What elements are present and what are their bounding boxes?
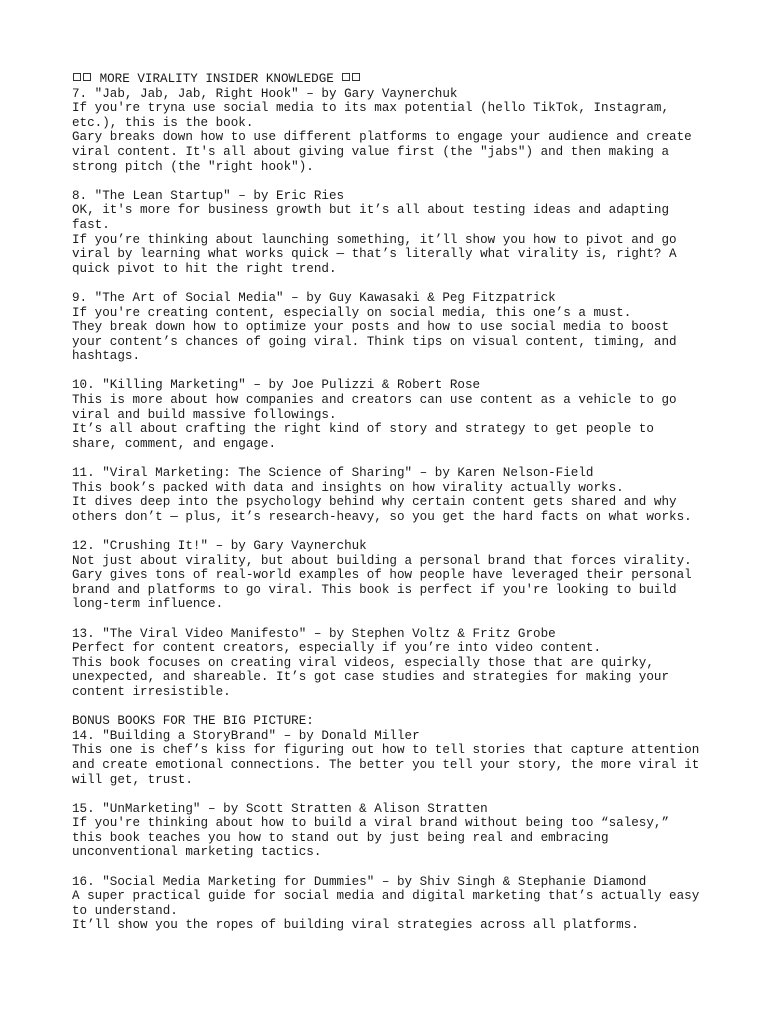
box-glyph-icon — [73, 73, 81, 81]
entry-text-line: share, comment, and engage. — [72, 436, 277, 451]
entry-text-line: viral content. It's all about giving value first (the "jabs") and then making a — [72, 144, 670, 159]
entry-title-line: 15. "UnMarketing" – by Scott Stratten & Alison Stratten — [72, 801, 488, 816]
paragraph-gap — [72, 700, 712, 715]
entry-text-line: Gary breaks down how to use different platforms to engage your audience and create — [72, 130, 692, 145]
paragraph-gap — [72, 524, 712, 539]
entry-text-line: etc.), this is the book. — [72, 115, 254, 130]
book-entry — [72, 466, 712, 524]
entry-title-line: 16. "Social Media Marketing for Dummies" – by Shiv Singh & Stephanie Diamond — [72, 874, 647, 889]
entry-text-line: A super practical guide for social media and digital marketing that’s actually easy — [72, 889, 700, 904]
paragraph-gap — [72, 787, 712, 802]
entry-text-line: hashtags. — [72, 349, 141, 364]
document-page — [72, 72, 712, 933]
entry-text-line: It’ll show you the ropes of building viral strategies across all platforms. — [72, 918, 639, 933]
entry-text-line: viral by learning what works quick — that’s literally what virality is, right? A — [72, 247, 677, 262]
entry-text-line: Not just about virality, but about building a personal brand that forces virality. — [72, 553, 692, 568]
entry-text-line: content irresistible. — [72, 684, 231, 699]
entry-text-line: fast. — [72, 217, 110, 232]
entry-title-line: 9. "The Art of Social Media" – by Guy Kawasaki & Peg Fitzpatrick — [72, 290, 556, 305]
entry-text-line: unconventional marketing tactics. — [72, 845, 322, 860]
book-entry — [72, 714, 712, 787]
entry-text-line: will get, trust. — [72, 772, 193, 787]
heading-text: MORE VIRALITY INSIDER KNOWLEDGE — [99, 72, 334, 86]
entry-text-line: quick pivot to hit the right trend. — [72, 261, 337, 276]
entry-title-line: 12. "Crushing It!" – by Gary Vaynerchuk — [72, 539, 367, 553]
box-glyph-icon — [83, 73, 91, 81]
entry-text-line: If you're tryna use social media to its max potential (hello TikTok, Instagram, — [72, 101, 670, 116]
entry-text-line: long-term influence. — [72, 597, 224, 612]
paragraph-gap — [72, 364, 712, 379]
entry-title-line: 10. "Killing Marketing" – by Joe Pulizzi & Robert Rose — [72, 378, 481, 393]
box-glyph-icon — [352, 73, 360, 81]
entry-text-line: If you're thinking about how to build a viral brand without being too “salesy,” — [72, 816, 670, 831]
entry-text-line: viral and build massive followings. — [72, 407, 337, 422]
book-entry — [72, 378, 712, 451]
box-glyph-icon — [342, 73, 350, 81]
paragraph-gap — [72, 612, 712, 627]
book-entry — [72, 87, 712, 175]
entry-text-line: others don’t — plus, it’s research-heavy, so you get the hard facts on what works. — [72, 509, 692, 524]
entry-text-line: They break down how to optimize your posts and how to use social media to boost — [72, 320, 670, 335]
entry-text-line: This is more about how companies and creators can use content as a vehicle to go — [72, 393, 677, 408]
entry-title-line: 11. "Viral Marketing: The Science of Sharing" – by Karen Nelson-Field — [72, 466, 594, 481]
entry-text-line: to understand. — [72, 903, 178, 918]
entry-text-line: Perfect for content creators, especially if you’re into video content. — [72, 641, 602, 656]
book-entry — [72, 802, 712, 860]
entry-text-line: your content’s chances of going viral. Think tips on visual content, timing, and — [72, 334, 677, 349]
entry-text-line: It dives deep into the psychology behind why certain content gets shared and why — [72, 495, 677, 510]
book-entry — [72, 539, 712, 612]
entry-text-line: OK, it's more for business growth but it’s all about testing ideas and adapting — [72, 203, 670, 218]
entry-text-line: unexpected, and shareable. It’s got case studies and strategies for making your — [72, 670, 670, 685]
entry-text-line: and create emotional connections. The better you tell your story, the more viral it — [72, 757, 700, 772]
entry-text-line: brand and platforms to go viral. This book is perfect if you're looking to build — [72, 582, 677, 597]
section-heading — [72, 72, 712, 87]
book-entry — [72, 291, 712, 364]
entry-text-line: strong pitch (the "right hook"). — [72, 159, 314, 174]
entry-text-line: It’s all about crafting the right kind of story and strategy to get people to — [72, 422, 654, 437]
paragraph-gap — [72, 451, 712, 466]
paragraph-gap — [72, 174, 712, 189]
entry-text-line: This book’s packed with data and insights on how virality actually works. — [72, 480, 624, 495]
entry-text-line: Gary gives tons of real-world examples of how people have leveraged their personal — [72, 568, 692, 583]
entry-title-line: 7. "Jab, Jab, Jab, Right Hook" – by Gary Vaynerchuk — [72, 86, 458, 101]
paragraph-gap — [72, 276, 712, 291]
entry-title-line: BONUS BOOKS FOR THE BIG PICTURE: — [72, 714, 314, 729]
book-entry — [72, 627, 712, 700]
entry-text-line: If you're creating content, especially on social media, this one’s a must. — [72, 305, 632, 320]
entry-text-line: If you’re thinking about launching something, it’ll show you how to pivot and go — [72, 232, 677, 247]
entry-title-line: 13. "The Viral Video Manifesto" – by Stephen Voltz & Fritz Grobe — [72, 626, 556, 641]
entry-text-line: this book teaches you how to stand out by just being real and embracing — [72, 830, 609, 845]
book-entry — [72, 189, 712, 277]
entry-text-line: This book focuses on creating viral videos, especially those that are quirky, — [72, 655, 654, 670]
entry-title-line: 8. "The Lean Startup" – by Eric Ries — [72, 188, 345, 203]
entry-text-line: 14. "Building a StoryBrand" – by Donald Miller — [72, 728, 420, 743]
book-entry — [72, 875, 712, 933]
entry-text-line: This one is chef’s kiss for figuring out how to tell stories that capture attention — [72, 743, 700, 758]
document-body — [72, 87, 712, 933]
paragraph-gap — [72, 860, 712, 875]
